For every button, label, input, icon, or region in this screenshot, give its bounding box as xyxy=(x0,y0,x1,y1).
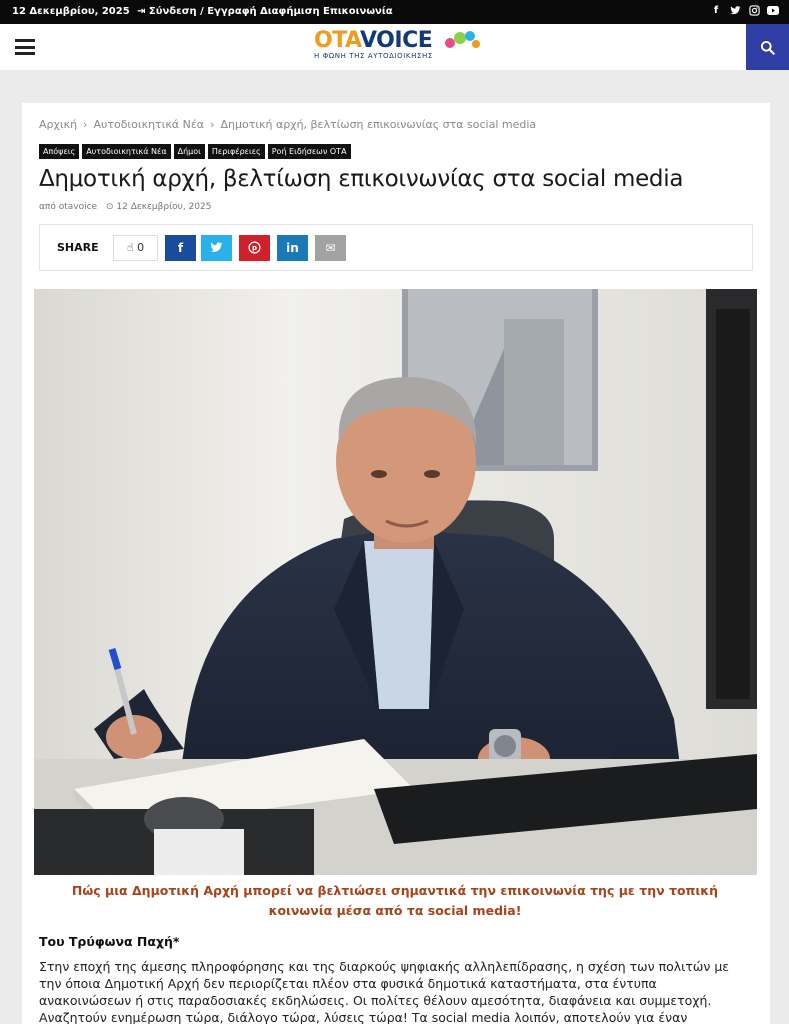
social-links xyxy=(710,5,779,17)
logo-tagline: Η ΦΩΝΗ ΤΗΣ ΑΥΤΟΔΙΟΙΚΗΣΗΣ xyxy=(314,52,433,60)
logo-voice: VOICE xyxy=(360,28,433,53)
top-bar xyxy=(0,0,789,24)
category-tag[interactable]: Περιφέρειες xyxy=(208,144,265,159)
share-twitter-button[interactable] xyxy=(201,235,232,261)
logo-ota: OTA xyxy=(314,28,361,53)
like-button[interactable] xyxy=(113,235,158,261)
body-line: ανακοινώσεων ή στις παραδοσιακές εκδηλώσεις. Οι πολίτες θέλουν αμεσότητα, διαφάνεια και συμμετοχή. xyxy=(39,993,712,1008)
facebook-icon: f xyxy=(177,241,184,255)
login-link[interactable] xyxy=(137,6,257,17)
image-caption xyxy=(40,881,750,921)
article-byline: Του Τρύφωνα Παχή* xyxy=(39,934,180,949)
current-date: 12 Δεκεμβρίου, 2025 xyxy=(12,6,130,17)
pinterest-icon xyxy=(248,241,261,254)
share-linkedin-button[interactable] xyxy=(277,235,308,261)
logo-swoosh-icon xyxy=(442,29,482,55)
category-tag[interactable]: Ροή Ειδήσεων ΟΤΑ xyxy=(268,144,351,159)
breadcrumb-home[interactable]: Αρχική xyxy=(39,118,78,131)
instagram-icon[interactable] xyxy=(748,5,760,17)
thumbs-up-icon: ☝ xyxy=(126,241,134,254)
body-line: την όποια Δημοτική Αρχή δεν περιορίζεται πλέον στα φυσικά δημοτικά καταστήματα, στα έντυπα xyxy=(39,976,657,991)
breadcrumb xyxy=(39,118,536,131)
login-label: Σύνδεση / Εγγραφή xyxy=(148,6,257,17)
article-body xyxy=(39,958,754,1024)
menu-icon[interactable] xyxy=(15,39,35,55)
chevron-right-icon: › xyxy=(83,118,88,131)
article-date: 12 Δεκεμβρίου, 2025 xyxy=(116,202,212,212)
facebook-icon[interactable]: f xyxy=(713,5,719,16)
article-author[interactable]: από otavoice xyxy=(39,202,98,212)
login-icon: ⇥ xyxy=(137,6,146,17)
category-tags xyxy=(39,144,351,159)
share-facebook-button[interactable] xyxy=(165,235,196,261)
category-tag[interactable]: Αυτοδιοικητικά Νέα xyxy=(82,144,170,159)
twitter-icon xyxy=(210,241,223,254)
linkedin-icon: in xyxy=(286,241,299,255)
breadcrumb-category[interactable]: Αυτοδιοικητικά Νέα xyxy=(93,118,205,131)
share-pinterest-button[interactable] xyxy=(239,235,270,261)
clock-icon: ⊙ xyxy=(105,202,114,212)
caption-line: Πώς μια Δημοτική Αρχή μπορεί να βελτιώσει σημαντικά την επικοινωνία της με την τοπική xyxy=(71,883,719,898)
chevron-right-icon: › xyxy=(210,118,215,131)
share-email-button[interactable] xyxy=(315,235,346,261)
search-icon xyxy=(760,40,775,55)
share-bar xyxy=(39,224,753,271)
body-line: Αναζητούν ενημέρωση τώρα, διάλογο τώρα, λύσεις τώρα! Τα social media λοιπόν, αποτελούν για έναν xyxy=(39,1010,688,1024)
category-tag[interactable]: Δήμοι xyxy=(174,144,205,159)
body-line: Στην εποχή της άμεσης πληροφόρησης και της διαρκούς ψηφιακής αλληλεπίδρασης, η σχέση των πολιτών με xyxy=(39,959,730,974)
twitter-icon[interactable] xyxy=(729,5,741,17)
svg-text:p: p xyxy=(251,243,258,253)
caption-line: κοινωνία μέσα από τα social media! xyxy=(268,903,522,918)
featured-image xyxy=(34,289,757,875)
search-button[interactable] xyxy=(746,24,789,70)
nav-contact-link[interactable]: Επικοινωνία xyxy=(323,6,393,17)
breadcrumb-current: Δημοτική αρχή, βελτίωση επικοινωνίας στα social media xyxy=(220,118,537,131)
article-title: Δημοτική αρχή, βελτίωση επικοινωνίας στα social media xyxy=(39,166,684,192)
email-icon: ✉ xyxy=(325,241,336,255)
category-tag[interactable]: Απόψεις xyxy=(39,144,79,159)
nav-advertising-link[interactable]: Διαφήμιση xyxy=(260,6,320,17)
site-header xyxy=(0,24,789,70)
youtube-icon[interactable] xyxy=(767,5,779,17)
site-logo[interactable] xyxy=(314,29,484,69)
share-label: SHARE xyxy=(57,241,99,254)
article-meta xyxy=(39,202,211,212)
like-count: 0 xyxy=(137,241,145,254)
